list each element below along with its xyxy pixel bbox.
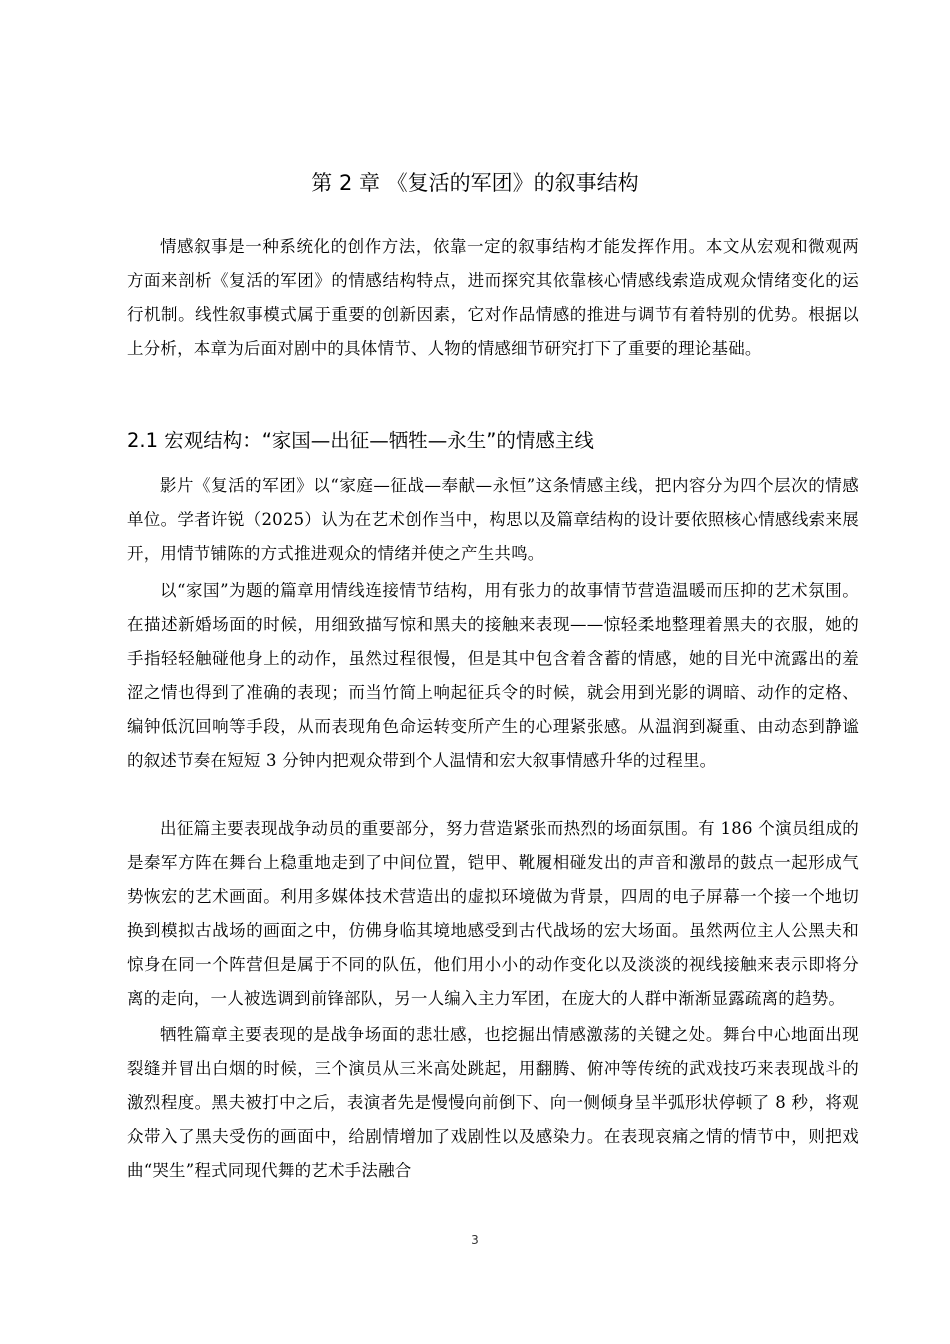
page-number: 3 (471, 1233, 479, 1247)
section-title: 2.1 宏观结构：“家国—出征—牺牲—永生”的情感主线 (127, 429, 594, 452)
section-paragraph-3: 出征篇主要表现战争动员的重要部分，努力营造紧张而热烈的场面氛围。有 186 个演员组成的是秦军方阵在舞台上稳重地走到了中间位置，铠甲、靴履相碰发出的声音和激昂的鼓点一起形成气势恢宏的艺术画面。利用多媒体技术营造出的虚拟环境做为背景，四周的电子屏幕一个接一个地切换到模拟古战场的画面之中，仿佛身临其境地感受到古代战场的宏大场面。虽然两位主人公黑夫和惊身在同一个阵营但是属于不同的队伍，他们用小小的动作变化以及淡淡的视线接触来表示即将分离的走向，一人被选调到前锋部队，另一人编入主力军团，在庞大的人群中渐渐显露疏离的趋势。 (127, 819, 859, 1008)
section-paragraph-4: 牺牲篇章主要表现的是战争场面的悲壮感，也挖掘出情感激荡的关键之处。舞台中心地面出现裂缝并冒出白烟的时候，三个演员从三米高处跳起，用翻腾、俯冲等传统的武戏技巧来表现战斗的激烈程度。黑夫被打中之后，表演者先是慢慢向前倒下、向一侧倾身呈半弧形状停顿了 8 秒，将观众带入了黑夫受伤的画面中，给剧情增加了戏剧性以及感染力。在表现哀痛之情的情节中，则把戏曲“哭生”程式同现代舞的艺术手法融合 (127, 1025, 859, 1180)
section-paragraph-1: 影片《复活的军团》以“家庭—征战—奉献—永恒”这条情感主线，把内容分为四个层次的情感单位。学者许锐（2025）认为在艺术创作当中，构思以及篇章结构的设计要依照核心情感线索来展开，用情节铺陈的方式推进观众的情绪并使之产生共鸣。 (127, 476, 859, 563)
section-body-2 (127, 574, 859, 778)
section-body-3 (127, 812, 859, 1016)
section-body-4 (127, 1018, 859, 1188)
intro-paragraph: 情感叙事是一种系统化的创作方法，依靠一定的叙事结构才能发挥作用。本文从宏观和微观两方面来剖析《复活的军团》的情感结构特点，进而探究其依靠核心情感线索造成观众情绪变化的运行机制。线性叙事模式属于重要的创新因素，它对作品情感的推进与调节有着特别的优势。根据以上分析，本章为后面对剧中的具体情节、人物的情感细节研究打下了重要的理论基础。 (127, 237, 859, 358)
section-paragraph-2: 以“家国”为题的篇章用情线连接情节结构，用有张力的故事情节营造温暖而压抑的艺术氛围。在描述新婚场面的时候，用细致描写惊和黑夫的接触来表现——惊轻柔地整理着黑夫的衣服，她的手指轻轻触碰他身上的动作，虽然过程很慢，但是其中包含着含蓄的情感，她的目光中流露出的羞涩之情也得到了准确的表现；而当竹简上响起征兵令的时候，就会用到光影的调暗、动作的定格、编钟低沉回响等手段，从而表现角色命运转变所产生的心理紧张感。从温润到凝重、由动态到静谧的叙述节奏在短短 3 分钟内把观众带到个人温情和宏大叙事情感升华的过程里。 (127, 581, 859, 770)
chapter-title: 第 2 章 《复活的军团》的叙事结构 (311, 171, 639, 195)
intro-block (127, 230, 859, 366)
section-body (127, 469, 859, 571)
